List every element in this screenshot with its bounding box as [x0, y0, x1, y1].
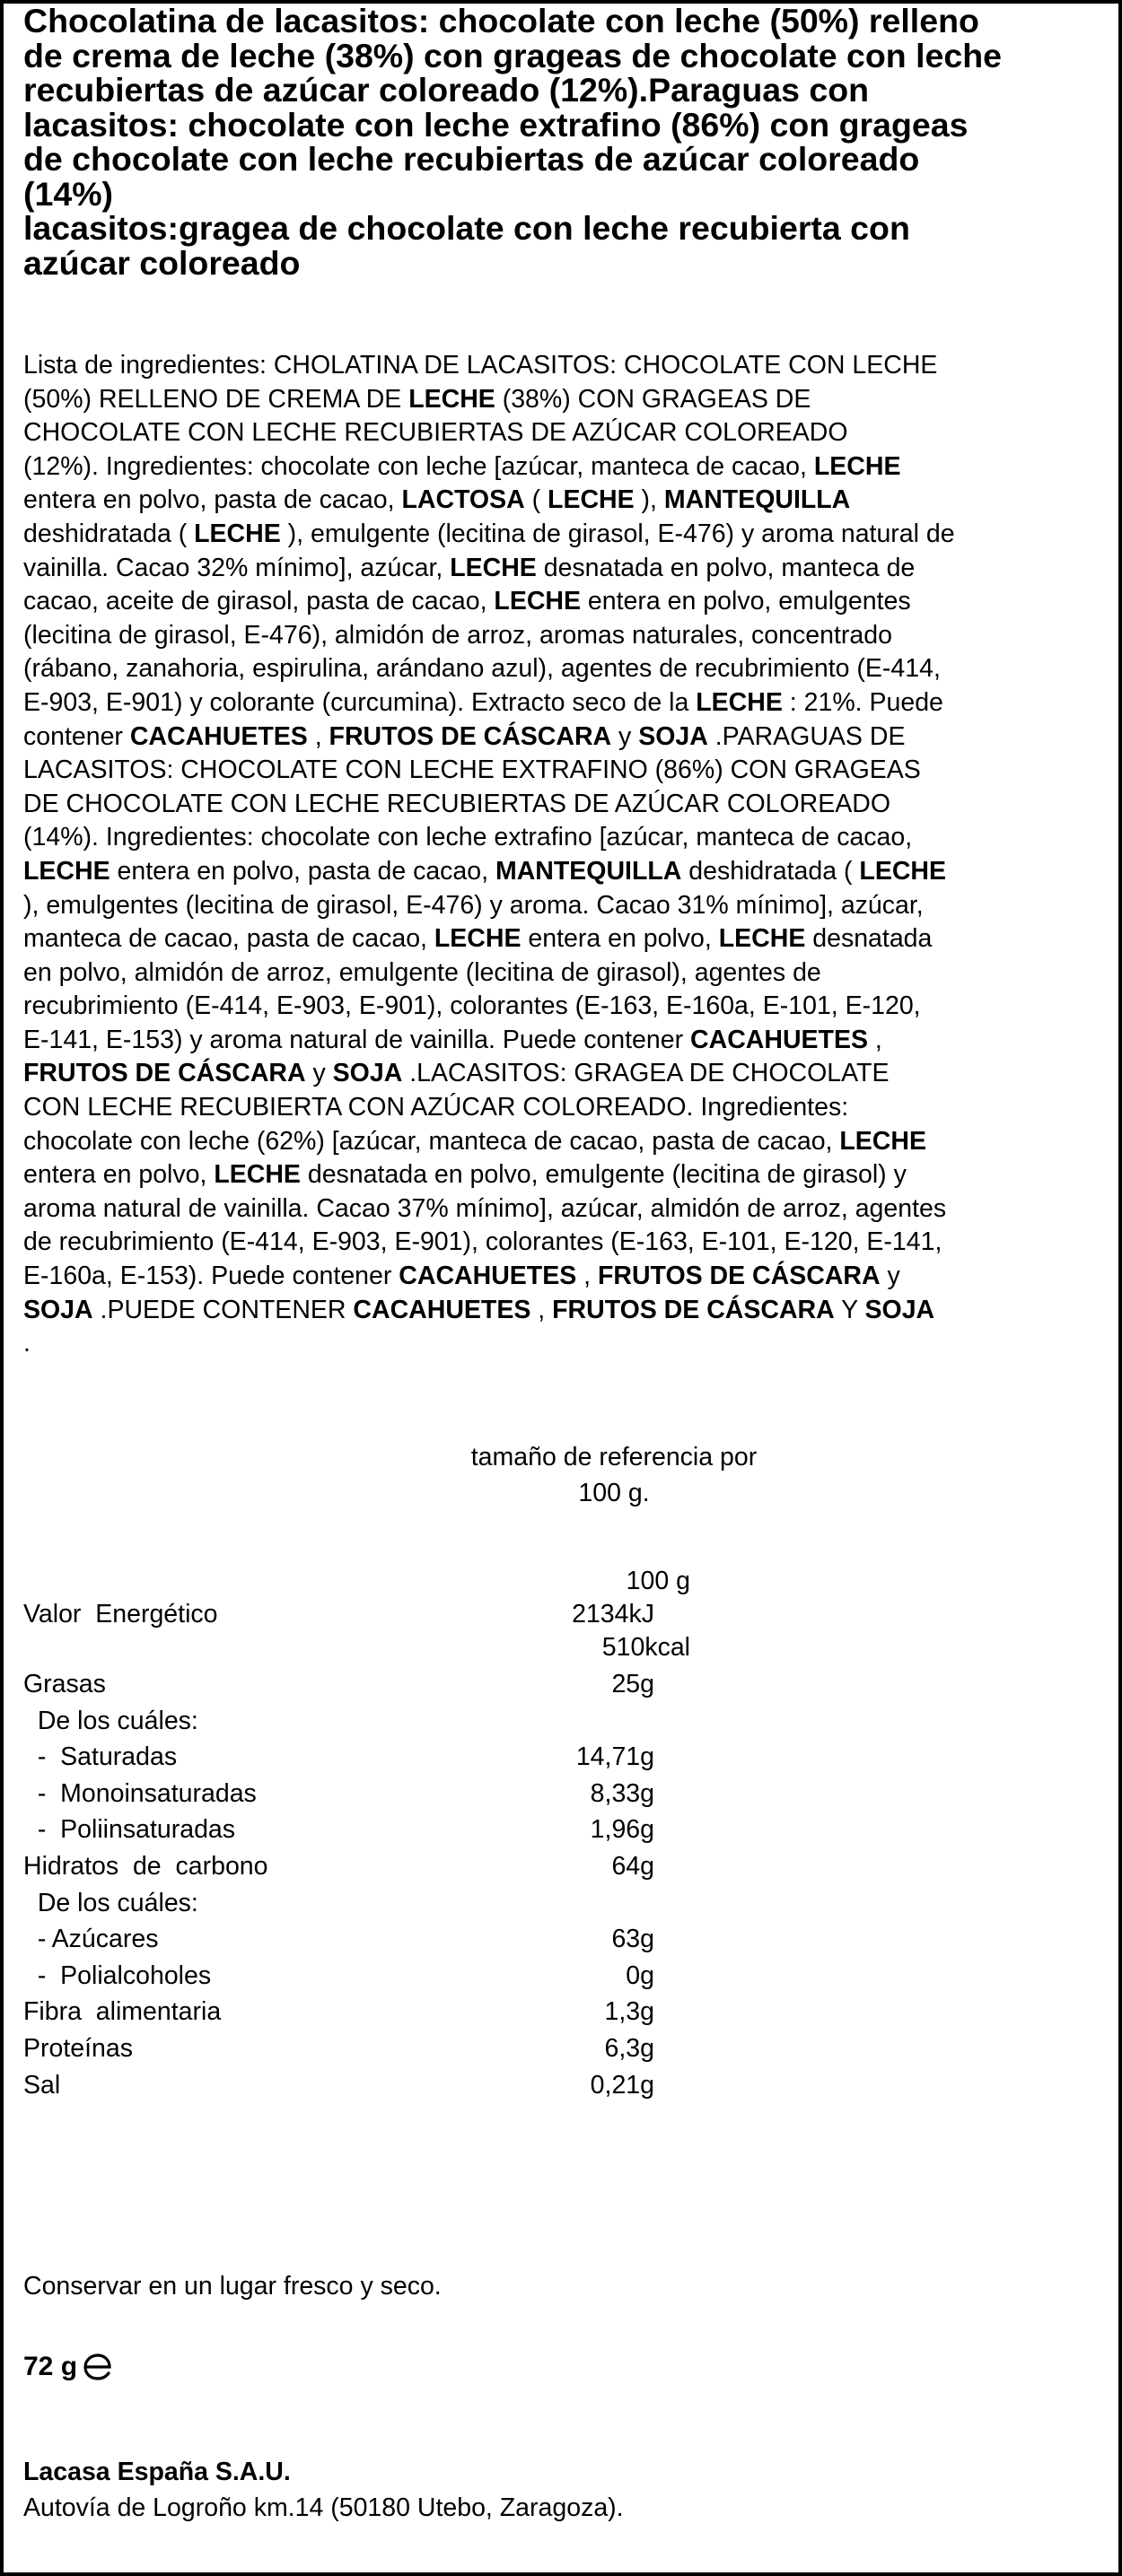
ingredients-text: ), emulgentes (lecitina de girasol, E-476) y aroma. Cacao 31% mínimo], azúcar, [23, 890, 924, 920]
ingredients-text: (38%) CON GRAGEAS DE [495, 384, 811, 414]
nutrient-value: 0,21g [590, 2070, 654, 2100]
ingredients-text: de recubrimiento (E-414, E-903, E-901), colorantes (E-163, E-101, E-120, E-141, [23, 1227, 942, 1257]
ingredients-line [23, 922, 1105, 956]
ingredients-text: y [880, 1262, 900, 1291]
nutrient-label: Grasas [23, 1670, 106, 1698]
nutrient-value: 1,3g [604, 1997, 654, 2027]
ingredients-text: ), emulgente (lecitina de girasol, E-476) y aroma natural de [280, 519, 955, 548]
ingredients-text: E-141, E-153) y aroma natural de vainilla. Puede contener [23, 1025, 691, 1054]
ingredients-text: : 21%. Puede [782, 687, 943, 717]
ingredients-text: manteca de cacao, pasta de cacao, [23, 924, 434, 954]
ingredients-text: .PARAGUAS DE [707, 721, 906, 751]
allergen-highlight: SOJA [864, 1295, 935, 1324]
reference-line-2: 100 g. [578, 1479, 650, 1507]
allergen-highlight: CACAHUETES [353, 1295, 531, 1324]
net-weight-value: 72 g [23, 2352, 78, 2381]
nutrition-row [4, 1850, 1117, 1883]
nutrition-row [4, 1668, 1117, 1701]
ingredients-text: (12%). Ingredientes: chocolate con leche [azúcar, manteca de cacao, [23, 451, 814, 481]
nutrient-label: - Azúcares [23, 1925, 159, 1954]
allergen-highlight: LECHE [813, 451, 901, 481]
title-line: de chocolate con leche recubiertas de azúcar coloreado [23, 140, 920, 178]
title-line: (14%) [23, 174, 114, 213]
ingredients-text: cacao, aceite de girasol, pasta de cacao, [23, 587, 495, 616]
ingredients-line [23, 1260, 1105, 1294]
ingredients-line [23, 956, 1105, 991]
title-line: azúcar coloreado [23, 243, 301, 282]
title-line: de crema de leche (38%) con grageas de chocolate con leche [23, 36, 1003, 74]
ingredients-line [23, 1024, 1105, 1058]
ingredients-text: CON LECHE RECUBIERTA CON AZÚCAR COLOREADO. Ingredientes: [23, 1093, 849, 1122]
ingredients-line [23, 686, 1105, 720]
ingredients-text: .LACASITOS: GRAGEA DE CHOCOLATE [402, 1059, 890, 1088]
ingredients-text: recubrimiento (E-414, E-903, E-901), colorantes (E-163, E-160a, E-101, E-120, [23, 991, 921, 1021]
allergen-highlight: SOJA [332, 1059, 403, 1088]
ingredients-line [23, 855, 1105, 889]
nutrient-value: 8,33g [590, 1778, 654, 1808]
allergen-highlight: LECHE [408, 384, 495, 414]
ingredients-text: entera en polvo, pasta de cacao, [110, 856, 495, 886]
ingredients-text: contener [23, 721, 130, 751]
ingredients-text: entera en polvo, [23, 1160, 215, 1190]
nutrient-value: 64g [611, 1852, 654, 1881]
ingredients-line [23, 1294, 1105, 1328]
ingredients-line [23, 788, 1105, 822]
allergen-highlight: FRUTOS DE CÁSCARA [23, 1059, 306, 1088]
nutrient-label: Proteínas [23, 2034, 133, 2063]
ingredients-text: vainilla. Cacao 32% mínimo], azúcar, [23, 553, 451, 582]
nutrient-value: 14,71g [575, 1742, 654, 1772]
ingredients-text: ), [634, 485, 664, 515]
ingredients-line [23, 518, 1105, 552]
allergen-highlight: LECHE [718, 924, 806, 954]
ingredients-line [23, 1057, 1105, 1091]
ingredients-line [23, 552, 1105, 586]
nutrition-row-energy-kcal [4, 1631, 1117, 1664]
allergen-highlight: FRUTOS DE CÁSCARA [597, 1262, 881, 1291]
nutrient-label: - Poliinsaturadas [23, 1815, 236, 1845]
ingredients-text: desnatada [805, 924, 933, 954]
allergen-highlight: FRUTOS DE CÁSCARA [552, 1295, 835, 1324]
nutrition-reference-header [390, 1439, 838, 1511]
ingredients-text: chocolate con leche (62%) [azúcar, manteca de cacao, pasta de cacao, [23, 1126, 840, 1156]
ingredients-line [23, 1091, 1105, 1125]
allergen-highlight: MANTEQUILLA [495, 856, 682, 886]
allergen-highlight: CACAHUETES [129, 721, 308, 751]
product-title [23, 4, 1100, 280]
nutrient-label: De los cuáles: [23, 1706, 198, 1735]
title-line: lacasitos: chocolate con leche extrafino (86%) con grageas [23, 105, 969, 144]
ingredients-line [23, 889, 1105, 923]
nutrition-row [4, 2069, 1117, 2102]
column-header-label: 100 g [626, 1567, 690, 1595]
ingredients-text: Lista de ingredientes: CHOLATINA DE LACASITOS: CHOCOLATE CON LECHE [23, 351, 938, 380]
allergen-highlight: CACAHUETES [399, 1262, 577, 1291]
ingredients-list [23, 349, 1105, 1361]
nutrient-label: Fibra alimentaria [23, 1997, 222, 2027]
nutrition-row [4, 1741, 1117, 1774]
ingredients-line [23, 585, 1105, 619]
allergen-highlight: LECHE [494, 587, 582, 616]
nutrient-value: 63g [611, 1925, 654, 1954]
allergen-highlight: LECHE [194, 519, 281, 548]
nutrition-row [4, 1777, 1117, 1811]
allergen-highlight: SOJA [638, 721, 708, 751]
ingredients-line [23, 720, 1105, 755]
ingredients-text: deshidratada ( [23, 519, 195, 548]
ingredients-text: entera en polvo, emulgentes [581, 587, 911, 616]
storage-instructions: Conservar en un lugar fresco y seco. [23, 2272, 442, 2301]
ingredients-text: E-903, E-901) y colorante (curcumina). Extracto seco de la [23, 687, 697, 717]
ingredients-text: , [867, 1025, 882, 1054]
nutrition-row [4, 2032, 1117, 2065]
ingredients-line [23, 484, 1105, 518]
allergen-highlight: LECHE [548, 485, 635, 515]
ingredients-text: deshidratada ( [681, 856, 860, 886]
nutrient-value: 1,96g [590, 1815, 654, 1845]
energy-kcal-value: 510kcal [601, 1633, 690, 1662]
nutrition-column-header [4, 1565, 1117, 1598]
allergen-highlight: SOJA [23, 1295, 93, 1324]
reference-line-1: tamaño de referencia por [470, 1443, 758, 1471]
ingredients-line [23, 652, 1105, 686]
nutrition-row [4, 1995, 1117, 2029]
nutrition-row [4, 1960, 1117, 1993]
ingredients-line [23, 754, 1105, 788]
ingredients-line [23, 1158, 1105, 1192]
ingredients-text: (50%) RELLENO DE CREMA DE [23, 384, 409, 414]
title-line: recubiertas de azúcar coloreado (12%).Paraguas con [23, 71, 870, 109]
net-weight [23, 2347, 113, 2387]
ingredients-line [23, 349, 1105, 383]
energy-label: Valor Energético [23, 1600, 218, 1629]
company-address: Autovía de Logroño km.14 (50180 Utebo, Zaragoza). [23, 2493, 624, 2522]
ingredients-line [23, 1192, 1105, 1227]
ingredients-line [23, 1327, 1105, 1361]
nutrient-label: - Polialcoholes [23, 1960, 212, 1990]
ingredients-line [23, 619, 1105, 653]
ingredients-text: LACASITOS: CHOCOLATE CON LECHE EXTRAFINO (86%) CON GRAGEAS [23, 755, 921, 785]
ingredients-text: aroma natural de vainilla. Cacao 37% mínimo], azúcar, almidón de arroz, agentes [23, 1193, 947, 1223]
nutrient-label: - Monoinsaturadas [23, 1778, 257, 1808]
allergen-highlight: LECHE [434, 924, 522, 954]
ingredients-text: desnatada en polvo, emulgente (lecitina de girasol) y [300, 1160, 907, 1190]
nutrient-value: 0g [626, 1960, 654, 1990]
ingredients-text: Y [834, 1295, 865, 1324]
ingredients-text: , [307, 721, 329, 751]
ingredients-text: (lecitina de girasol, E-476), almidón de arroz, aromas naturales, concentrado [23, 620, 892, 650]
ingredients-text: E-160a, E-153). Puede contener [23, 1262, 399, 1291]
nutrient-value: 6,3g [604, 2034, 654, 2063]
ingredients-line [23, 821, 1105, 855]
nutrient-label: - Saturadas [23, 1742, 178, 1772]
ingredients-line [23, 1226, 1105, 1260]
nutrient-label: Sal [23, 2070, 61, 2100]
company-name: Lacasa España S.A.U. [23, 2458, 291, 2486]
energy-kj-value: 2134kJ [572, 1600, 654, 1629]
ingredients-text: y [305, 1059, 333, 1088]
allergen-highlight: CACAHUETES [690, 1025, 868, 1054]
ingredients-text: . [23, 1329, 31, 1358]
allergen-highlight: LACTOSA [401, 485, 525, 515]
allergen-highlight: LECHE [214, 1160, 301, 1190]
allergen-highlight: MANTEQUILLA [663, 485, 851, 515]
allergen-highlight: LECHE [696, 687, 783, 717]
ingredients-line [23, 1125, 1105, 1159]
nutrition-row [4, 1923, 1117, 1956]
ingredients-text: CHOCOLATE CON LECHE RECUBIERTAS DE AZÚCAR COLOREADO [23, 418, 848, 448]
ingredients-text: , [576, 1262, 598, 1291]
ingredients-text: entera en polvo, pasta de cacao, [23, 485, 402, 515]
nutrient-value: 25g [611, 1670, 654, 1698]
allergen-highlight: LECHE [859, 856, 947, 886]
allergen-highlight: LECHE [450, 553, 537, 582]
nutrition-row [4, 1705, 1117, 1738]
nutrient-label: De los cuáles: [23, 1888, 198, 1917]
ingredients-text: entera en polvo, [521, 924, 719, 954]
ingredients-line [23, 416, 1105, 450]
allergen-highlight: LECHE [23, 856, 110, 886]
ingredients-text: desnatada en polvo, manteca de [536, 553, 916, 582]
nutrition-row [4, 1813, 1117, 1847]
ingredients-text: en polvo, almidón de arroz, emulgente (lecitina de girasol), agentes de [23, 957, 821, 987]
estimated-e-mark-icon [83, 2352, 113, 2382]
ingredients-text: (rábano, zanahoria, espirulina, arándano azul), agentes de recubrimiento (E-414, [23, 654, 941, 684]
nutrient-label: Hidratos de carbono [23, 1852, 268, 1881]
allergen-highlight: FRUTOS DE CÁSCARA [329, 721, 612, 751]
ingredients-text: .PUEDE CONTENER [92, 1295, 354, 1324]
ingredients-text: DE CHOCOLATE CON LECHE RECUBIERTAS DE AZÚCAR COLOREADO [23, 789, 891, 818]
title-line: Chocolatina de lacasitos: chocolate con leche (50%) relleno [23, 2, 979, 39]
ingredients-text: ( [524, 485, 548, 515]
ingredients-text: , [530, 1295, 553, 1324]
ingredients-line [23, 450, 1105, 485]
nutrition-row [4, 1887, 1117, 1920]
title-line: lacasitos:gragea de chocolate con leche recubierta con [23, 209, 910, 247]
nutrition-row-energy [4, 1598, 1117, 1631]
ingredients-text: y [611, 721, 639, 751]
ingredients-line [23, 383, 1105, 417]
allergen-highlight: LECHE [839, 1126, 926, 1156]
ingredients-text: (14%). Ingredientes: chocolate con leche extrafino [azúcar, manteca de cacao, [23, 823, 913, 852]
ingredients-line [23, 990, 1105, 1024]
